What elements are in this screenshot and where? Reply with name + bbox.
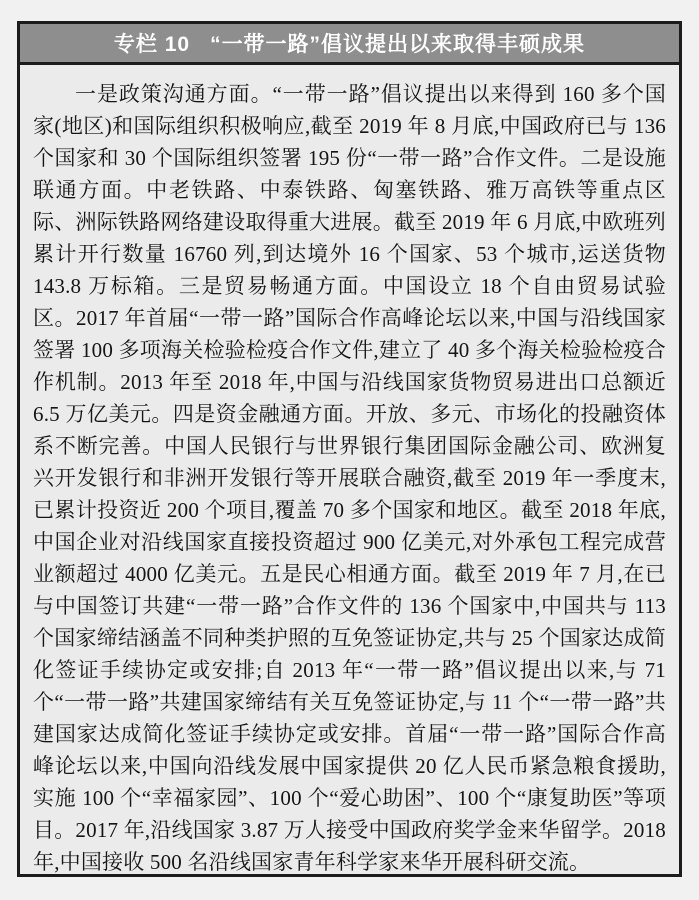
column-box-paragraph: 一是政策沟通方面。“一带一路”倡议提出以来得到 160 多个国家(地区)和国际组织积极响应,截至 2019 年 8 月底,中国政府已与 136 个国家和 30 个国际组织签署 195 份“一带一路”合作文件。二是设施联通方面。中老铁路、中泰铁路、匈塞铁路、雅万高铁等重点区际、洲际铁路网络建设取得重大进展。截至 2019 年 6 月底,中欧班列累计开行数量 16760 列,到达境外 16 个国家、53 个城市,运送货物 143.8 万标箱。三是贸易畅通方面。中国设立 18 个自由贸易试验区。2017 年首届“一带一路”国际合作高峰论坛以来,中国与沿线国家签署 100 多项海关检验检疫合作文件,建立了 40 多个海关检验检疫合作机制。2013 年至 2018 年,中国与沿线国家货物贸易进出口总额近 6.5 万亿美元。四是资金融通方面。开放、多元、市场化的投融资体系不断完善。中国人民银行与世界银行集团国际金融公司、欧洲复兴开发银行和非洲开发银行等开展联合融资,截至 2019 年一季度末,已累计投资近 200 个项目,覆盖 70 多个国家和地区。截至 2018 年底,中国企业对沿线国家直接投资超过 900 亿美元,对外承包工程完成营业额超过 4000 亿美元。五是民心相通方面。截至 2019 年 7 月,在已与中国签订共建“一带一路”合作文件的 136 个国家中,中国共与 113 个国家缔结涵盖不同种类护照的互免签证协定,共与 25 个国家达成简化签证手续协定或安排;自 2013 年“一带一路”倡议提出以来,与 71 个“一带一路”共建国家缔结有关互免签证协定,与 11 个“一带一路”共建国家达成简化签证手续协定或安排。首届“一带一路”国际合作高峰论坛以来,中国向沿线发展中国家提供 20 亿人民币紧急粮食援助,实施 100 个“幸福家园”、100 个“爱心助困”、100 个“康复助医”等项目。2017 年,沿线国家 3.87 万人接受中国政府奖学金来华留学。2018 年,中国接收 500 名沿线国家青年科学家来华开展科研交流。	[33, 82, 666, 874]
column-box-body	[20, 65, 679, 878]
column-box-title: “一带一路”倡议提出以来取得丰硕成果	[210, 33, 586, 56]
column-box-number: 专栏 10	[113, 33, 191, 56]
column-box-header	[20, 24, 679, 65]
column-box	[17, 21, 682, 877]
